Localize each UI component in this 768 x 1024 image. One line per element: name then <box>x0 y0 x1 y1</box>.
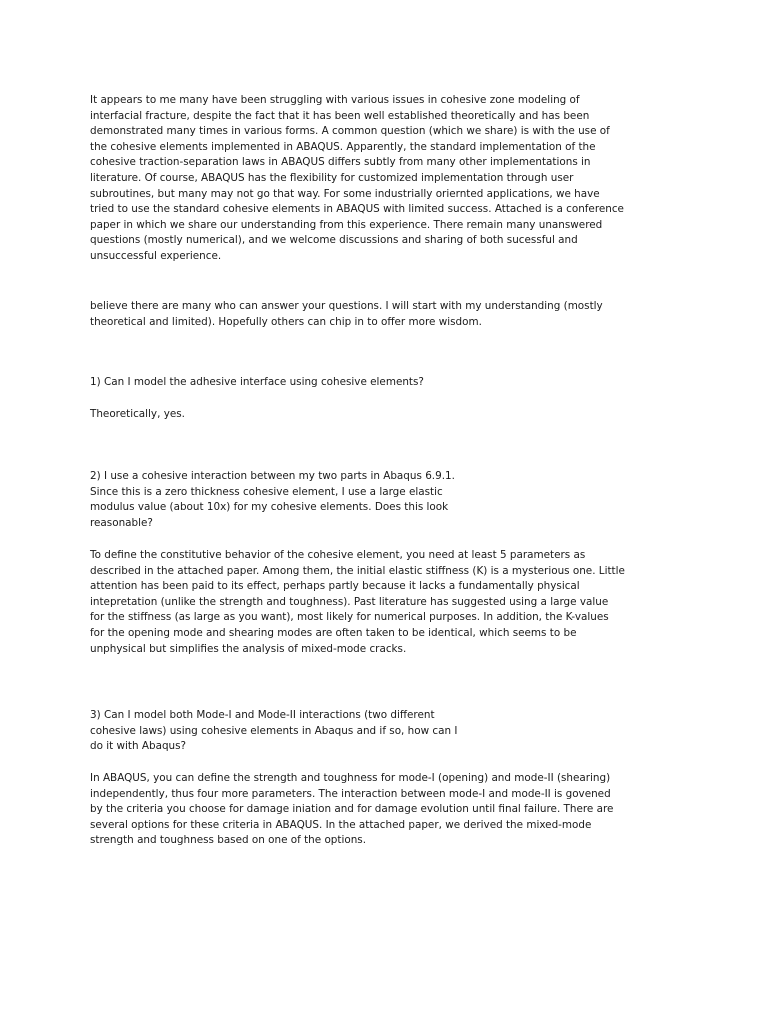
answer-1: Theoretically, yes. <box>90 408 185 420</box>
answer-3: In ABAQUS, you can define the strength and toughness for mode-I (opening) and mode-II (shearing) independently, thus four more parameters. The interaction between mode-I and mode-II is govened by the criteria you choose for damage iniation and for damage evolution until final failure. There are several options for these criteria in ABAQUS. In the attached paper, we derived the mixed-mode strength and toughness based on one of the options. <box>90 772 614 847</box>
answer-2: To define the constitutive behavior of the cohesive element, you need at least 5 parameters as described in the attached paper. Among them, the initial elastic stiffness (K) is a mysterious one. Little attention has been paid to its effect, perhaps partly because it lacks a fundamentally physical intepretation (unlike the strength and toughness). Past literature has suggested using a large value for the stiffness (as large as you want), most likely for numerical purposes. In addition, the K-values for the opening mode and shearing modes are often taken to be identical, which seems to be unphysical but simplifies the analysis of mixed-mode cracks. <box>90 549 625 655</box>
question-3: 3) Can I model both Mode-I and Mode-II interactions (two different cohesive laws) using cohesive elements in Abaqus and if so, how can I do it with Abaqus? <box>90 709 458 753</box>
question-2: 2) I use a cohesive interaction between my two parts in Abaqus 6.9.1. Since this is a zero thickness cohesive element, I use a large elastic modulus value (about 10x) for my cohesive elements. Does this look reasonable? <box>90 470 455 529</box>
intro-paragraph: It appears to me many have been struggling with various issues in cohesive zone modeling of interfacial fracture, despite the fact that it has been well established theoretically and has been demonstrated many times in various forms. A common question (which we share) is with the use of the cohesive elements implemented in ABAQUS. Apparently, the standard implementation of the cohesive traction-separation laws in ABAQUS differs subtly from many other implementations in literature. Of course, ABAQUS has the flexibility for customized implementation through user subroutines, but many may not go that way. For some industrially oriernted applications, we have tried to use the standard cohesive elements in ABAQUS with limited success. Attached is a conference paper in which we share our understanding from this experience. There remain many unanswered questions (mostly numerical), and we welcome discussions and sharing of both sucessful and unsuccessful experience. <box>90 94 624 262</box>
question-1: 1) Can I model the adhesive interface using cohesive elements? <box>90 376 424 388</box>
reply-paragraph: believe there are many who can answer your questions. I will start with my understanding (mostly theoretical and limited). Hopefully others can chip in to offer more wisdom. <box>90 300 603 328</box>
